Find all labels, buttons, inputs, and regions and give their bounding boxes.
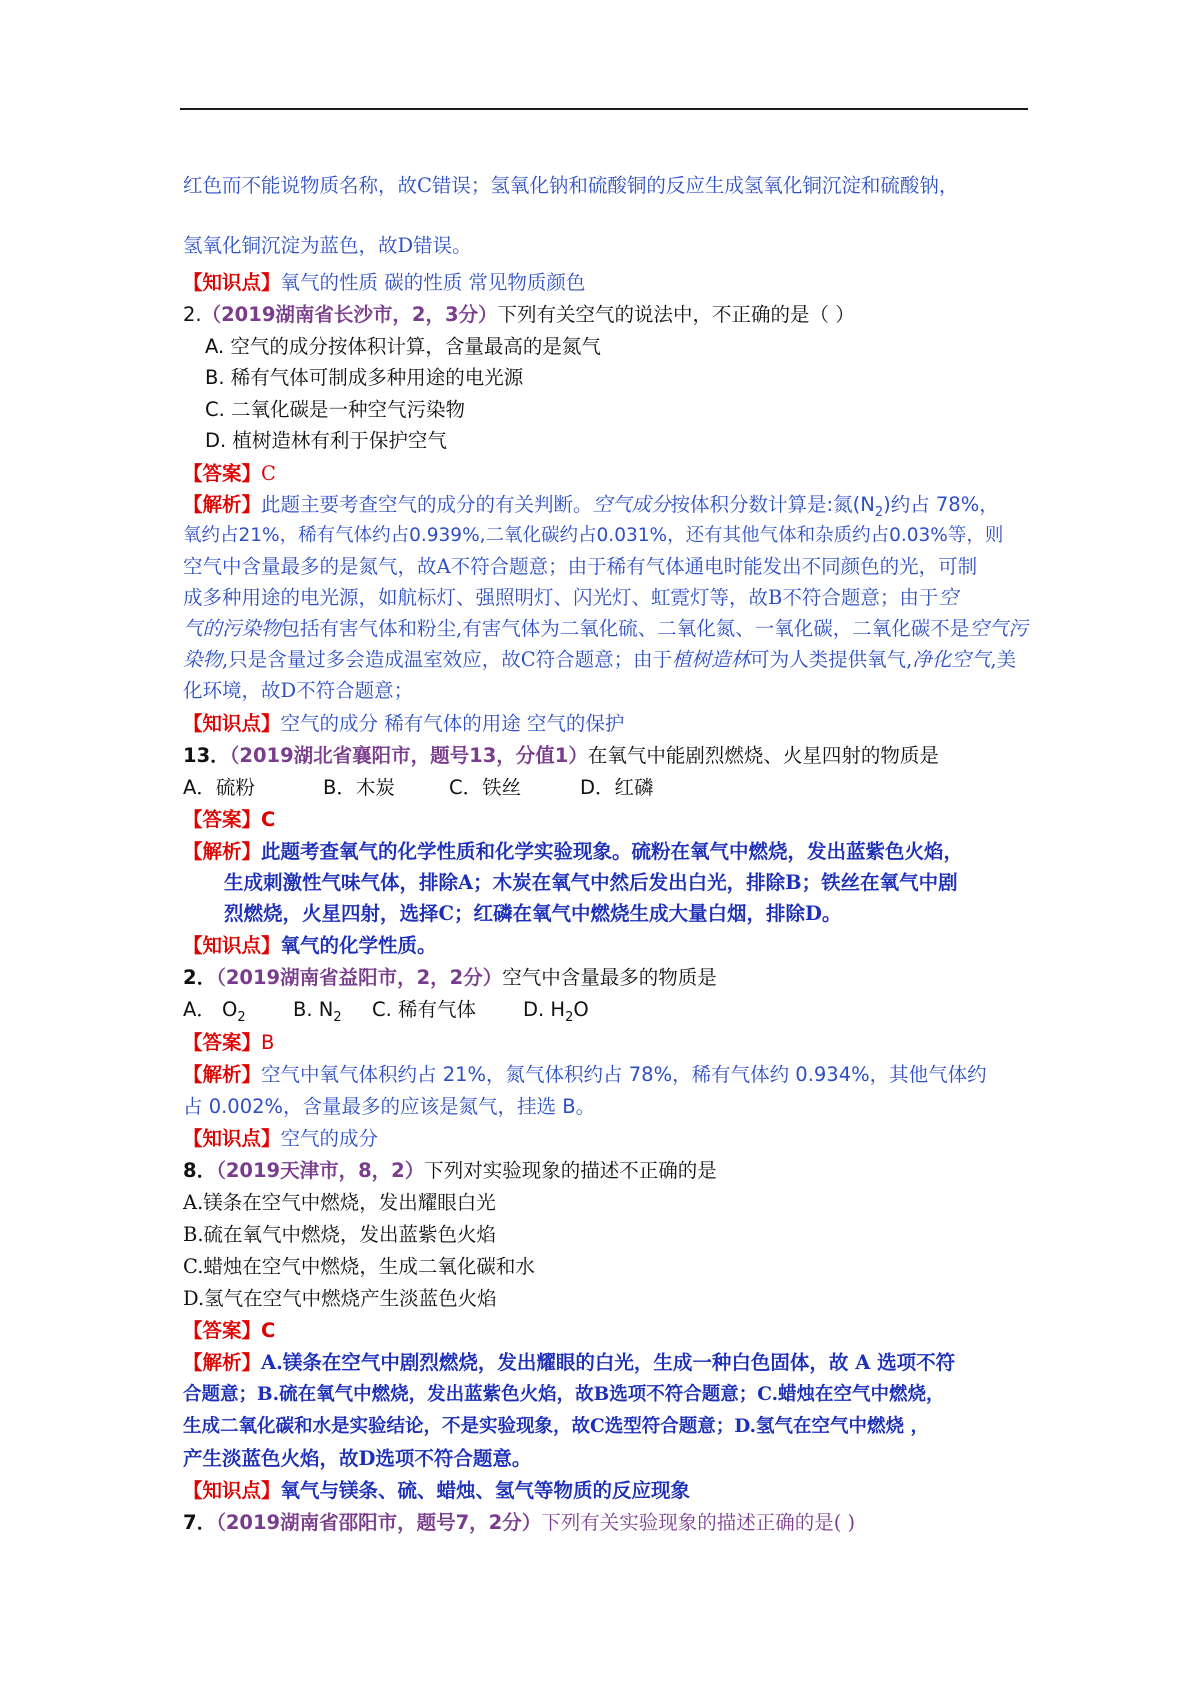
analysis-1-line-1: [183, 491, 999, 519]
option-d-text: O: [573, 998, 589, 1021]
option-d: [523, 996, 589, 1024]
option-c: C. 二氧化碳是一种空气污染物: [205, 398, 466, 421]
option-c: C.蜡烛在空气中燃烧，生成二氧化碳和水: [183, 1255, 535, 1278]
option-c: C．铁丝: [449, 776, 522, 799]
analysis-tag: 【解析】: [183, 1063, 262, 1086]
subscript: 2: [565, 1009, 574, 1025]
option-b-text: B. N: [293, 998, 334, 1021]
question-5-stem: [183, 1509, 855, 1537]
answer-tag: 【答案】: [183, 462, 262, 485]
knowledge-point-text: 空气的成分: [280, 1127, 379, 1150]
question-source: （2019湖北省襄阳市，题号13，分值1）: [229, 744, 588, 767]
analysis-4-line-1: [183, 1349, 955, 1377]
answer-1: [183, 460, 276, 488]
analysis-text-italic: 空气成分: [592, 493, 671, 516]
option-a: A．硫粉: [183, 776, 255, 799]
analysis-text: 空气中氧气体积约占 21%，氮气体积约占 78%，稀有气体约 0.934%，其他气体约: [261, 1063, 987, 1086]
subscript: 2: [333, 1009, 342, 1025]
knowledge-point-tag: 【知识点】: [183, 1479, 281, 1502]
analysis-text: 包括有害气体和粉尘,有害气体为二氧化硫、二氧化氮、一氧化碳，二氧化碳不是: [280, 617, 970, 640]
option-c: C. 稀有气体: [372, 998, 477, 1021]
option-b: [293, 996, 372, 1024]
option-d: D. 植树造林有利于保护空气: [205, 429, 447, 452]
answer-value: C: [261, 1319, 276, 1342]
analysis-continuation-line-2: 氢氧化铜沉淀为蓝色，故D错误。: [183, 234, 472, 257]
answer-3: [183, 1029, 274, 1057]
option-a: [183, 996, 293, 1024]
analysis-3-line-2: 占 0.002%，含量最多的应该是氮气，挂选 B。: [183, 1095, 596, 1118]
option-a-text: A． O: [183, 998, 238, 1021]
question-number: 13．: [183, 744, 230, 767]
knowledge-point-text: 氧气的性质 碳的性质 常见物质颜色: [280, 271, 586, 294]
answer-tag: 【答案】: [183, 1319, 262, 1342]
question-3-stem: [183, 964, 717, 992]
analysis-1-line-5: [183, 615, 1028, 643]
answer-4: [183, 1317, 275, 1345]
analysis-text-italic: 气的污染物: [183, 617, 281, 640]
question-1-stem: [183, 301, 855, 329]
answer-value: B: [261, 1031, 275, 1054]
analysis-1-line-7: 化环境，故D不符合题意；: [183, 679, 414, 702]
analysis-4-line-2: 合题意；B.硫在氧气中燃烧，发出蓝紫色火焰，故B选项不符合题意；C.蜡烛在空气中燃烧，: [183, 1384, 945, 1405]
answer-value: C: [261, 808, 276, 831]
knowledge-point-tag: 【知识点】: [183, 1127, 281, 1150]
option-b: B．木炭: [323, 776, 395, 799]
answer-value: C: [261, 462, 276, 485]
question-text: 在氧气中能剧烈燃烧、火星四射的物质是: [587, 744, 939, 767]
option-d: D．红磷: [580, 776, 654, 799]
analysis-4-line-4: 产生淡蓝色火焰，故D选项不符合题意。: [183, 1447, 532, 1470]
knowledge-point-2: [183, 932, 437, 960]
analysis-text: 可为人类提供氧气,: [750, 648, 913, 671]
analysis-4-line-3: 生成二氧化碳和水是实验结论，不是实验现象，故C选型符合题意；D.氢气在空气中燃烧 ，: [183, 1416, 929, 1437]
header-rule: [180, 108, 1028, 110]
analysis-text: 成多种用途的电光源，如航标灯、强照明灯、闪光灯、虹霓灯等，故B不符合题意；由于: [183, 586, 939, 609]
question-number: 7．: [183, 1511, 217, 1534]
analysis-2-line-2: 生成刺激性气味气体，排除A；木炭在氧气中然后发出白光，排除B；铁丝在氧气中剧: [224, 871, 958, 894]
analysis-text-italic: 空: [938, 586, 958, 609]
analysis-tag: 【解析】: [183, 1351, 262, 1374]
analysis-1-line-6: [183, 646, 1016, 674]
knowledge-point-tag: 【知识点】: [183, 712, 281, 735]
option-d-text: D. H: [523, 998, 566, 1021]
option-b: B. 稀有气体可制成多种用途的电光源: [205, 366, 524, 389]
question-text: 下列有关空气的说法中，不正确的是（ ）: [497, 303, 855, 326]
analysis-tag: 【解析】: [183, 493, 262, 516]
analysis-text: 此题考查氧气的化学性质和化学实验现象。硫粉在氧气中燃烧，发出蓝紫色火焰，: [261, 840, 964, 863]
knowledge-point-3: [183, 1125, 378, 1153]
answer-2: [183, 806, 275, 834]
analysis-tag: 【解析】: [183, 840, 262, 863]
answer-tag: 【答案】: [183, 808, 262, 831]
question-2-stem: [183, 742, 939, 770]
question-source: （2019湖南省邵阳市，题号7，2分）: [216, 1511, 542, 1534]
analysis-text: )约占 78%，: [883, 493, 999, 516]
question-2-options: [183, 774, 654, 802]
knowledge-point-tag: 【知识点】: [183, 271, 281, 294]
question-text: 空气中含量最多的物质是: [502, 966, 717, 989]
analysis-1-line-2: 氧约占21%，稀有气体约占0.939%,二氧化碳约占0.031%，还有其他气体和杂质约占0.03%等，则: [183, 525, 1004, 546]
analysis-continuation-line-1: 红色而不能说物质名称，故C错误；氢氧化钠和硫酸铜的反应生成氢氧化铜沉淀和硫酸钠，: [183, 174, 959, 197]
analysis-2-line-1: [183, 838, 963, 866]
answer-tag: 【答案】: [183, 1031, 262, 1054]
question-text: 下列有关实验现象的描述正确的是( ): [541, 1511, 856, 1534]
knowledge-point-4: [183, 1477, 690, 1505]
question-source: （2019湖南省益阳市，2，2分）: [216, 966, 503, 989]
knowledge-point-1: [183, 710, 624, 738]
analysis-text: ,只是含量过多会造成温室效应，故C符合题意；由于: [222, 648, 673, 671]
analysis-text-italic: 染物: [183, 648, 223, 671]
option-a: A.镁条在空气中燃烧，发出耀眼白光: [183, 1191, 496, 1214]
analysis-text: 此题主要考查空气的成分的有关判断。: [261, 493, 593, 516]
analysis-1-line-4: [183, 584, 958, 612]
analysis-text-italic: 空气污: [969, 617, 1028, 640]
question-4-stem: [183, 1157, 717, 1185]
question-number: 2．: [183, 966, 217, 989]
knowledge-point-text: 氧气与镁条、硫、蜡烛、氢气等物质的反应现象: [280, 1479, 691, 1502]
question-source: （2019湖南省长沙市，2，3分）: [201, 303, 498, 326]
analysis-text: ,美: [990, 648, 1017, 671]
analysis-text-italic: 植树造林: [672, 648, 751, 671]
option-b: B.硫在氧气中燃烧，发出蓝紫色火焰: [183, 1223, 497, 1246]
analysis-text: 按体积分数计算是:氮(N: [670, 493, 875, 516]
question-source: （2019天津市，8，2）: [216, 1159, 425, 1182]
analysis-text-italic: 净化空气: [912, 648, 991, 671]
question-3-options: [183, 996, 589, 1024]
subscript: 2: [874, 504, 884, 520]
subscript: 2: [237, 1009, 246, 1025]
analysis-3-line-1: [183, 1061, 987, 1089]
question-number: 2.: [183, 303, 202, 326]
question-number: 8．: [183, 1159, 217, 1182]
option-d: D.氢气在空气中燃烧产生淡蓝色火焰: [183, 1287, 497, 1310]
analysis-1-line-3: 空气中含量最多的是氮气，故A不符合题意；由于稀有气体通电时能发出不同颜色的光，可制: [183, 555, 978, 578]
knowledge-point-tag: 【知识点】: [183, 934, 281, 957]
analysis-text: A.镁条在空气中剧烈燃烧，发出耀眼的白光，生成一种白色固体，故 A 选项不符: [261, 1351, 956, 1374]
analysis-2-line-3: 烈燃烧，火星四射，选择C；红磷在氧气中燃烧生成大量白烟，排除D。: [224, 902, 842, 925]
knowledge-point-text: 氧气的化学性质。: [280, 934, 437, 957]
option-a: A. 空气的成分按体积计算，含量最高的是氮气: [205, 335, 601, 358]
knowledge-point-0: [183, 269, 585, 297]
question-text: 下列对实验现象的描述不正确的是: [424, 1159, 717, 1182]
knowledge-point-text: 空气的成分 稀有气体的用途 空气的保护: [280, 712, 625, 735]
